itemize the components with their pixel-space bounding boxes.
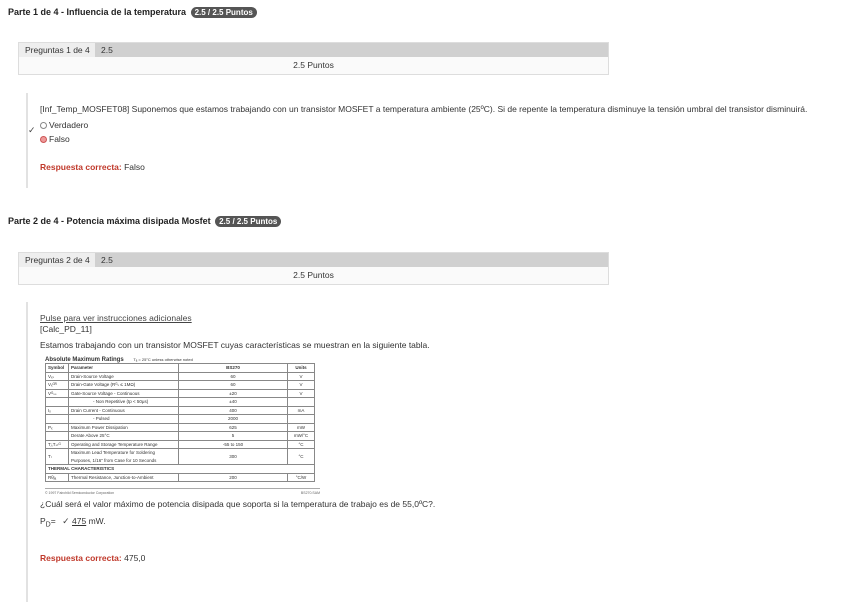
table-row: - Non Repetitive (tp < 50μs) ±40 [46, 398, 315, 407]
option-verdadero[interactable]: Verdadero [40, 118, 840, 132]
radio-selected-icon[interactable] [40, 136, 47, 143]
table-footer: © 1997 Fairchild Semiconductor Corporation BS270.SAM [45, 488, 320, 495]
question-intro: Estamos trabajando con un transistor MOSFET cuyas características se muestran en la siguiente tabla. [40, 340, 430, 350]
table-title: Absolute Maximum Ratings Tₐ = 25°C unless otherwise noted [45, 357, 193, 363]
question-block [26, 302, 840, 602]
question-progress [18, 42, 609, 75]
answer-field[interactable]: 475 [72, 516, 87, 526]
question-text: ¿Cuál será el valor máximo de potencia disipada que soporta si la temperatura de trabajo es de 55,0ºC?. [40, 499, 436, 509]
table-section-header: THERMAL CHARACTERISTICS [46, 465, 315, 474]
option-falso[interactable]: Falso [40, 132, 840, 146]
progress-label: Preguntas 1 de 4 [19, 43, 95, 57]
table-row: Tⱼ,Tₛₜᴳ Operating and Storage Temperature Range -55 to 150 °C [46, 440, 315, 449]
question-block [26, 93, 840, 188]
progress-label: Preguntas 2 de 4 [19, 253, 95, 267]
progress-value: 2.5 [101, 45, 113, 55]
table-row: Rθⱼₐ Thermal Resistance, Junction-to-Ambient 200 °C/W [46, 473, 315, 482]
score-badge: 2.5 / 2.5 Puntos [215, 216, 281, 227]
progress-value: 2.5 [101, 255, 113, 265]
ratings-table: Symbol Parameter BS270 Units Vₓₛ Drain-Source Voltage 60 V Vₓᴳᴿ Drain-Gate Voltage (Rᴳₛ ≤ 1MΩ) 60 V Vᴳₛₛ Gate-Source Voltage - Continuous ±20 V - Non Repetitive (tp < 50μs) ±40 Iₓ Drain Current - Continuous 400 mA - Pulsed 2000 Pₓ Maximum Power Dissipation 625 mW Derate Above 25°C 5 mW/°C Tⱼ,Tₛₜᴳ Operating and Storage Temperature Range -55 to 150 °C Tₗ Maximum Lead Temperature for Soldering Purposes, 1/16" from Case for 10 Seconds 300 °C THERMAL CHARACTERISTICS Rθⱼₐ Thermal Resistance, Junction-to-Ambient 200 °C/W [45, 363, 315, 482]
part1-title: Parte 1 de 4 - Influencia de la temperatura 2.5 / 2.5 Puntos [8, 7, 257, 18]
table-row: Vₓₛ Drain-Source Voltage 60 V [46, 372, 315, 381]
table-row: Iₓ Drain Current - Continuous 400 mA [46, 406, 315, 415]
score-badge: 2.5 / 2.5 Puntos [191, 7, 257, 18]
table-row: Pₓ Maximum Power Dissipation 625 mW [46, 423, 315, 432]
instructions-link[interactable]: Pulse para ver instrucciones adicionales [40, 313, 192, 323]
question-code: [Calc_PD_11] [40, 324, 92, 334]
points-label: 2.5 Puntos [19, 267, 608, 284]
table-row: Tₗ Maximum Lead Temperature for Soldering Purposes, 1/16" from Case for 10 Seconds 300 °C [46, 449, 315, 465]
answer-line: $P_D=$ ✓ 475 mW. [40, 516, 106, 529]
table-row: - Pulsed 2000 [46, 415, 315, 424]
check-icon: ✓ [28, 125, 36, 135]
check-icon: ✓ [62, 516, 70, 526]
correct-answer: Respuesta correcta: 475,0 [40, 552, 146, 563]
question-text: [Inf_Temp_MOSFET08] Suponemos que estamos trabajando con un transistor MOSFET a temperatura ambiente (25ºC). Si de repente la temperatura disminuye la tensión umbral del transistor disminuirá. [40, 104, 808, 114]
table-row: Derate Above 25°C 5 mW/°C [46, 432, 315, 441]
ratings-table-image [45, 357, 320, 495]
points-label: 2.5 Puntos [19, 57, 608, 74]
table-row: Vₓᴳᴿ Drain-Gate Voltage (Rᴳₛ ≤ 1MΩ) 60 V [46, 381, 315, 390]
question-progress [18, 252, 609, 285]
radio-icon[interactable] [40, 122, 47, 129]
part2-title: Parte 2 de 4 - Potencia máxima disipada Mosfet 2.5 / 2.5 Puntos [8, 216, 281, 227]
table-row: Vᴳₛₛ Gate-Source Voltage - Continuous ±20 V [46, 389, 315, 398]
correct-answer: Respuesta correcta: Falso [40, 162, 145, 172]
